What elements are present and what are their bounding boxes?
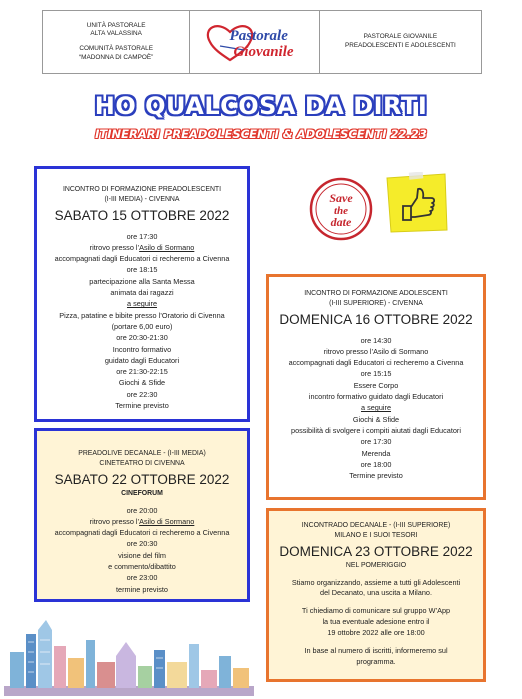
- card4-heading: INCONTRADO DECANALE - (I-III SUPERIORE): [301, 522, 451, 529]
- card1-time-5: ore 22:30: [126, 389, 158, 399]
- card1-line-8: Incontro formativo: [112, 344, 172, 354]
- card2-line-1: ritrovo presso l’Asilo di Sormano: [323, 346, 429, 356]
- card3-date: SABATO 22 OTTOBRE 2022: [54, 472, 230, 487]
- save-the-date-stamp-icon: [308, 176, 374, 242]
- card1-line-7: (portare 6,00 euro): [111, 321, 173, 331]
- card1-time-2: ore 18:15: [126, 265, 158, 275]
- card4-tag: NEL POMERIGGIO: [345, 561, 407, 569]
- card4-deadline: 19 ottobre 2022 alle ore 18:00: [327, 628, 425, 638]
- card2-line-9: Termine previsto: [349, 471, 403, 481]
- card2-line-8: Merenda: [361, 448, 391, 458]
- card1-time-4: ore 21:30-22:15: [116, 367, 168, 377]
- stamp-text-the: the: [333, 205, 349, 217]
- card2-line-7: possibilità di svolgere i compiti aiutati dagli Educatori: [291, 425, 461, 435]
- card3-line-3: visione del film: [118, 550, 166, 560]
- card2-line-5: a seguire: [360, 403, 392, 413]
- header-community-label: COMUNITÀ PASTORALE: [79, 45, 153, 52]
- card3-time-3: ore 23:00: [126, 573, 158, 583]
- card1-subheading: (I-III MEDIA) - CIVENNA: [104, 196, 180, 203]
- card2-line-6: Giochi & Sfide: [352, 414, 400, 424]
- card2-time-2: ore 15:15: [360, 369, 392, 379]
- card3-subheading: CINETEATRO DI CIVENNA: [99, 460, 185, 467]
- card2-subheading: (I-III SUPERIORE) - CIVENNA: [329, 300, 423, 307]
- card1-line-10: Giochi & Sfide: [118, 378, 166, 388]
- logo-text-giovanile: Giovanile: [233, 44, 294, 60]
- card4-subheading: MILANO E I SUOI TESORI: [334, 532, 418, 539]
- card3-time-1: ore 20:00: [126, 505, 158, 515]
- pastorale-giovanile-logo: [200, 20, 310, 64]
- card4-para2-line2: la tua eventuale adesione entro il: [322, 617, 430, 627]
- card4-para1-line1: Stiamo organizzando, assieme a tutti gli Adolescenti: [291, 577, 461, 587]
- card4-para3-line1: In base al numero di iscritti, informeremo sul: [304, 646, 448, 656]
- card1-line-6: Pizza, patatine e bibite presso l’Oratorio di Civenna: [59, 310, 225, 320]
- card1-date: SABATO 15 OTTOBRE 2022: [54, 208, 230, 223]
- card1-time-3: ore 20:30-21:30: [116, 333, 168, 343]
- card4-para3-line2: programma.: [356, 657, 396, 667]
- header-parish-info: [43, 11, 190, 73]
- card2-time-3: ore 17:30: [360, 437, 392, 447]
- page-subtitle: ITINERARI PREADOLESCENTI & ADOLESCENTI 22.23: [95, 127, 427, 141]
- header-logo-cell: [190, 11, 319, 73]
- card4-para2-line1: Ti chiediamo di comunicare sul gruppo W’App: [301, 606, 451, 616]
- card3-line-5: termine previsto: [116, 584, 168, 594]
- card3-time-2: ore 20:30: [126, 539, 158, 549]
- event-card-sabato-15: [34, 166, 250, 422]
- card2-date: DOMENICA 16 OTTOBRE 2022: [279, 312, 473, 327]
- card2-heading: INCONTRO DI FORMAZIONE ADOLESCENTI: [304, 290, 448, 297]
- card3-line-4: e commento/dibattito: [108, 562, 176, 572]
- header-ministry-name: PASTORALE GIOVANILE: [363, 33, 438, 41]
- card1-asilo-link: Asilo di Sormano: [139, 242, 195, 252]
- card1-heading: INCONTRO DI FORMAZIONE PREADOLESCENTI: [62, 186, 222, 193]
- card2-time-1: ore 14:30: [360, 335, 392, 345]
- card3-line-2: accompagnati dagli Educatori ci recheremo a Civenna: [54, 528, 230, 538]
- card3-tag: CINEFORUM: [121, 489, 163, 497]
- event-card-sabato-22: [34, 428, 250, 602]
- card1-meeting-point: ritrovo presso l’Asilo di Sormano: [89, 242, 195, 252]
- page-title: HO QUALCOSA DA DIRTI: [94, 92, 428, 120]
- card4-para1-line2: del Decanato, una uscita a Milano.: [320, 588, 432, 598]
- header-ministry-target: PREADOLESCENTI E ADOLESCENTI: [344, 42, 456, 49]
- card2-line-3: Essere Corpo: [353, 380, 399, 390]
- postit-thumbs-up-icon: [385, 172, 449, 234]
- card1-time-1: ore 17:30: [126, 231, 158, 241]
- stamp-text-save: Save: [329, 191, 353, 205]
- card1-line-9: guidato dagli Educatori: [104, 355, 180, 365]
- logo-text-pastorale: Pastorale: [229, 28, 288, 44]
- stamp-text-date: date: [330, 215, 352, 229]
- header-unit-name: ALTA VALASSINA: [90, 30, 142, 38]
- card1-line-11: Termine previsto: [115, 401, 169, 410]
- card2-line-2: accompagnati dagli Educatori ci recheremo a Civenna: [288, 358, 464, 368]
- card3-heading: PREADOLIVE DECANALE - (I-III MEDIA): [78, 450, 206, 457]
- header-youth-ministry: [320, 11, 481, 73]
- event-card-domenica-16: [266, 274, 486, 500]
- header-community-name: “MADONNA DI CAMPOÈ”: [79, 53, 154, 61]
- card2-time-4: ore 18:00: [360, 459, 392, 469]
- card1-line-2: accompagnati dagli Educatori ci recheremo a Civenna: [54, 254, 230, 264]
- card4-date: DOMENICA 23 OTTOBRE 2022: [279, 544, 473, 559]
- event-card-domenica-23: [266, 508, 486, 682]
- header-unit-label: UNITÀ PASTORALE: [86, 21, 146, 29]
- card1-line-3: partecipazione alla Santa Messa: [89, 276, 195, 286]
- card1-line-5: a seguire: [126, 299, 158, 309]
- header-table: [42, 10, 482, 74]
- milan-skyline-illustration: [4, 612, 254, 696]
- card2-line-4: incontro formativo guidato dagli Educatori: [308, 392, 444, 402]
- card1-line-4: animata dai ragazzi: [110, 288, 174, 298]
- card3-asilo-link: Asilo di Sormano: [139, 516, 195, 526]
- card3-meeting-point: ritrovo presso l’Asilo di Sormano: [89, 516, 195, 526]
